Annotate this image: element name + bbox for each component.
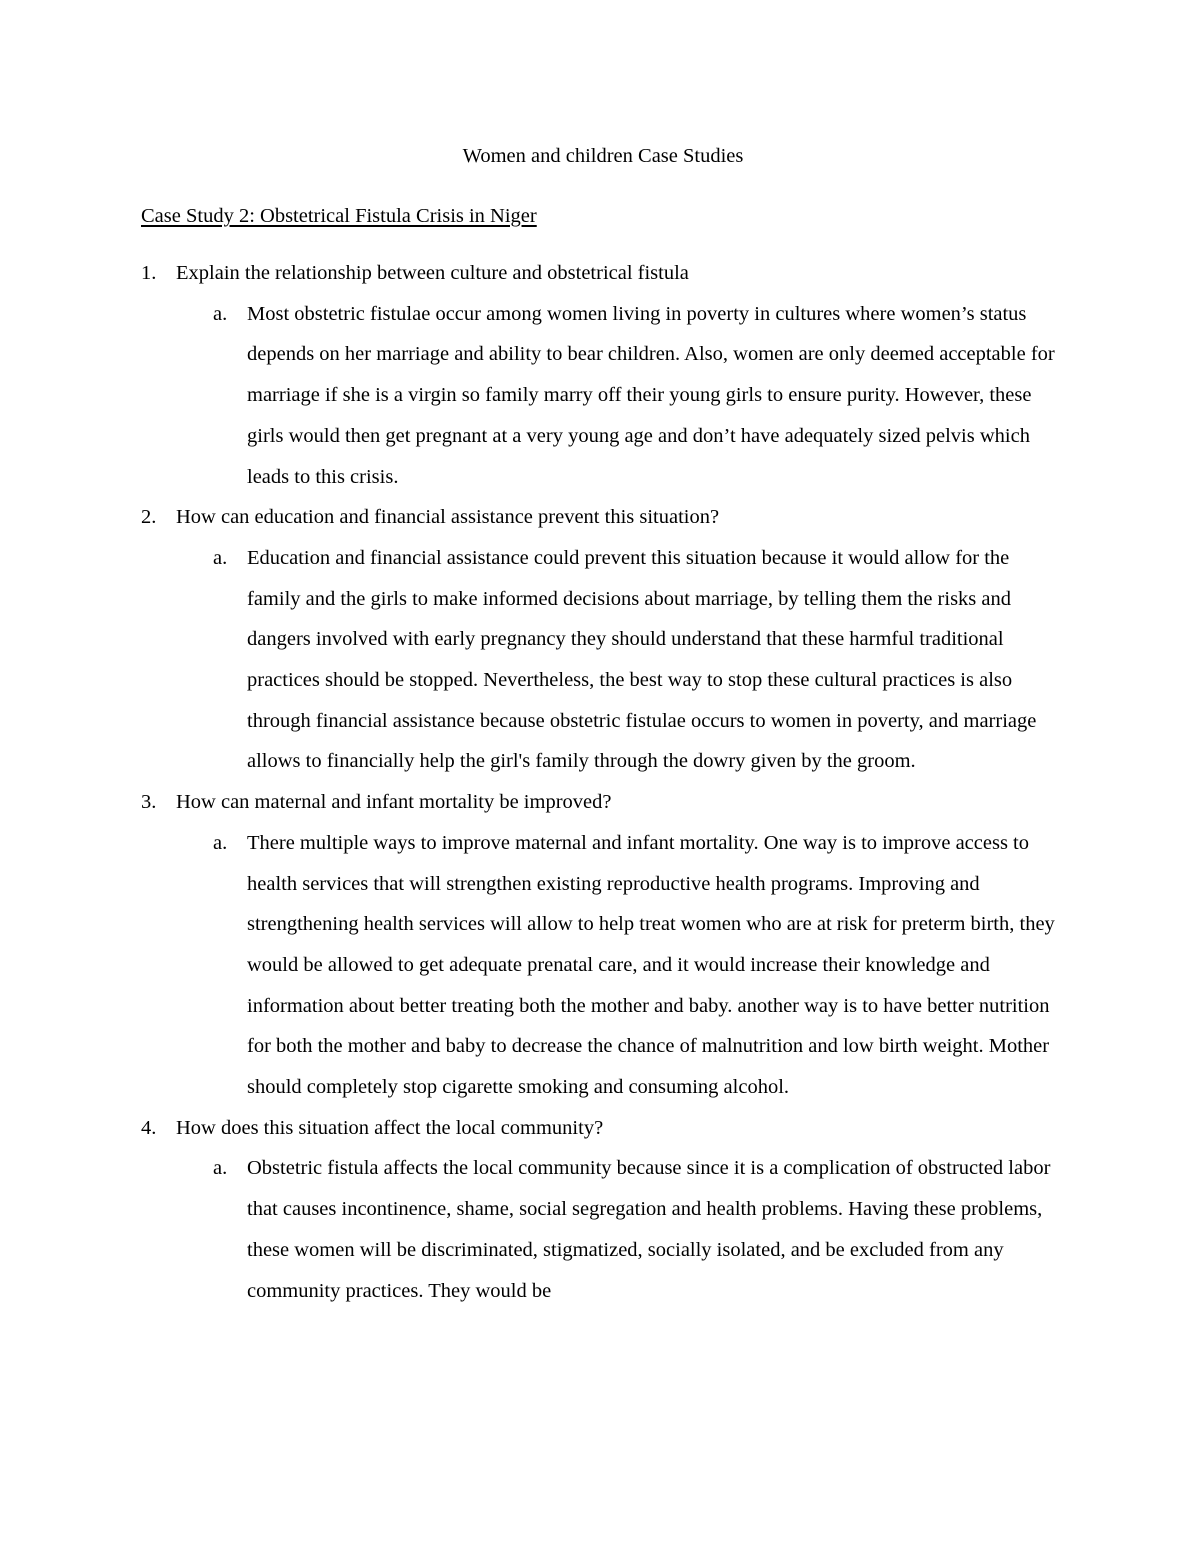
- answer-text: Education and financial assistance could prevent this situation because it would allow for the family and the girls to make informed decisions about marriage, by telling them the risks and dangers involved with early pregnancy they should understand that these harmful traditional practices should be stopped. Nevertheless, the best way to stop these cultural practices is also through financial assistance because obstetric fistulae occurs to women in poverty, and marriage allows to financially help the girl's family through the dowry given by the groom.: [247, 546, 1037, 773]
- answer-item: [141, 1148, 1071, 1311]
- question-text: How can education and financial assistance prevent this situation?: [176, 506, 720, 529]
- answer-text: Obstetric fistula affects the local community because since it is a complication of obstructed labor that causes incontinence, shame, social segregation and health problems. Having these problems, these women will be discriminated, stigmatized, socially isolated, and be excluded from any community practices. They would be: [247, 1157, 1051, 1302]
- answer-item: [141, 538, 1071, 782]
- question-item: [141, 1108, 1071, 1149]
- case-study-heading: Case Study 2: Obstetrical Fistula Crisis in Niger: [141, 205, 537, 227]
- answer-item: [141, 823, 1071, 1108]
- question-text: How can maternal and infant mortality be improved?: [176, 791, 612, 814]
- question-number: 1.: [141, 262, 157, 284]
- answer-letter: a.: [213, 302, 228, 325]
- document-title: Women and children Case Studies: [462, 145, 744, 167]
- question-item: [141, 782, 1071, 823]
- question-item: [141, 253, 1071, 294]
- answer-letter: a.: [213, 546, 228, 569]
- answer-item: [141, 294, 1071, 498]
- answer-letter: a.: [213, 1157, 228, 1180]
- answer-text: There multiple ways to improve maternal and infant mortality. One way is to improve access to health services that will strengthen existing reproductive health programs. Improving and strengthening health services will allow to help treat women who are at risk for preterm birth, they would be allowed to get adequate prenatal care, and it would increase their knowledge and information about better treating both the mother and baby. another way is to have better nutrition for both the mother and baby to decrease the chance of malnutrition and low birth weight. Mother should completely stop cigarette smoking and consuming alcohol.: [247, 831, 1055, 1099]
- question-number: 2.: [141, 506, 157, 529]
- question-list: [141, 253, 1071, 1311]
- question-number: 3.: [141, 791, 157, 814]
- answer-text: Most obstetric fistulae occur among women living in poverty in cultures where women’s status depends on her marriage and ability to bear children. Also, women are only deemed acceptable for marriage if she is a virgin so family marry off their young girls to ensure purity. However, these girls would then get pregnant at a very young age and don’t have adequately sized pelvis which leads to this crisis.: [247, 302, 1055, 488]
- answer-letter: a.: [213, 831, 228, 854]
- question-item: [141, 497, 1071, 538]
- question-number: 4.: [141, 1116, 157, 1139]
- question-text: How does this situation affect the local community?: [176, 1116, 604, 1139]
- question-text: Explain the relationship between culture and obstetrical fistula: [176, 262, 689, 284]
